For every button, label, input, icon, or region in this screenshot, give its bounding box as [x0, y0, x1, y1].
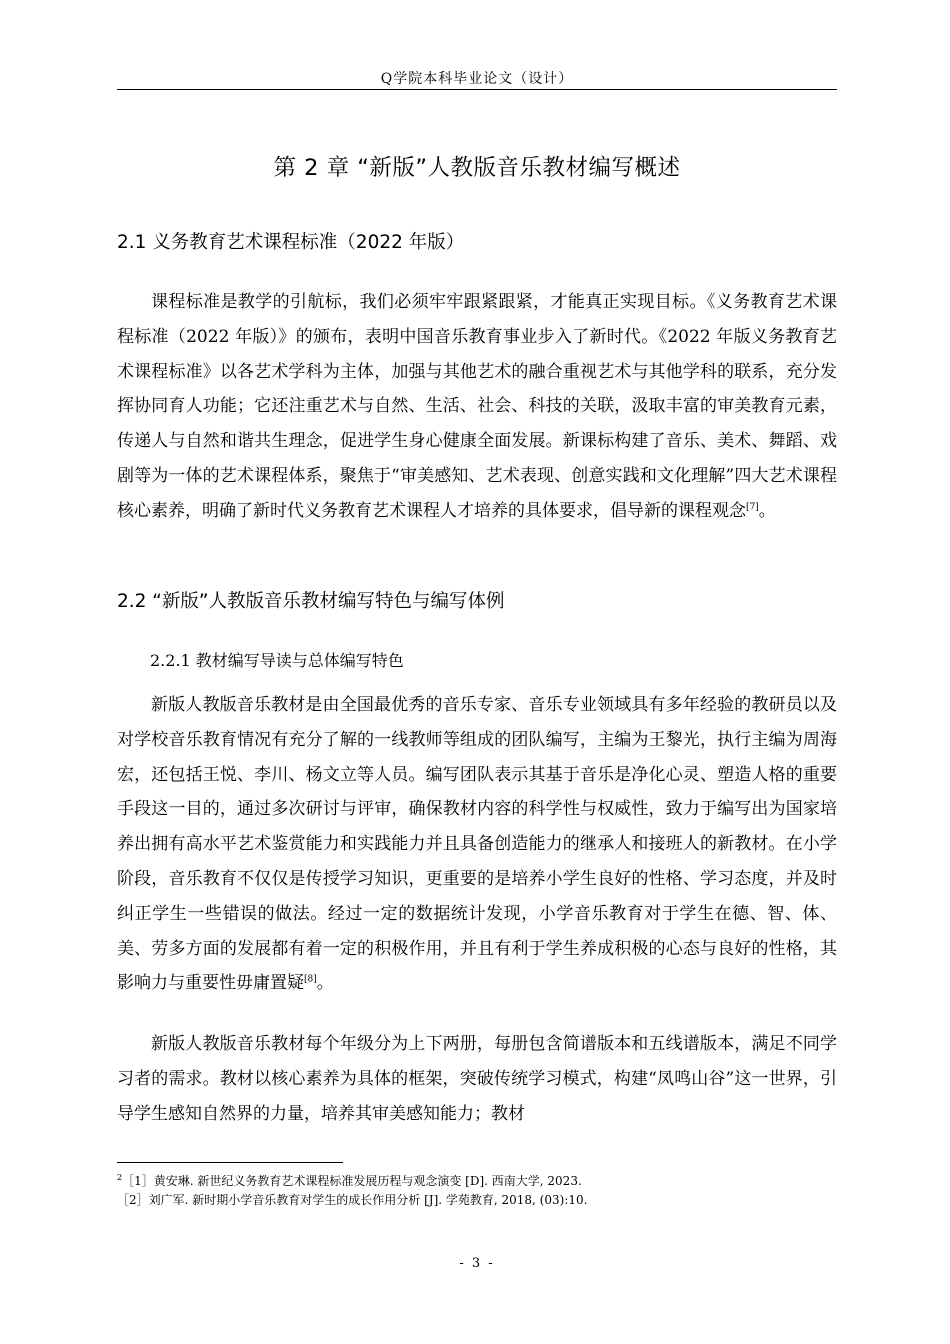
paragraph-text: 课程标准是教学的引航标，我们必须牢牢跟紧跟紧，才能真正实现目标。《义务教育艺术课程标准（2022 年版）》的颁布，表明中国音乐教育事业步入了新时代。《2022 年版义务教育艺术课程标准》以各艺术学科为主体，加强与其他艺术的融合重视艺术与其他学科的联系，充分发挥协同育人功能；它还注重艺术与自然、生活、社会、科技的关联，汲取丰富的审美教育元素，传递人与自然和谐共生理念，促进学生身心健康全面发展。新课标构建了音乐、美术、舞蹈、戏剧等为一体的艺术课程体系，聚焦于“审美感知、艺术表现、创意实践和文化理解”四大艺术课程核心素养，明确了新时代义务教育艺术课程人才培养的具体要求，倡导新的课程观念 [117, 292, 837, 521]
header-rule [117, 89, 837, 90]
citation-8[interactable]: [8] [304, 974, 317, 985]
paragraph-end: 。 [316, 973, 334, 994]
paragraph-text: 新版人教版音乐教材是由全国最优秀的音乐专家、音乐专业领域具有多年经验的教研员以及对学校音乐教育情况有充分了解的一线教师等组成的团队编写，主编为王黎光，执行主编为周海宏，还包括王悦、李川、杨文立等人员。编写团队表示其基于音乐是净化心灵、塑造人格的重要手段这一目的，通过多次研讨与评审，确保教材内容的科学性与权威性，致力于编写出为国家培养出拥有高水平艺术鉴赏能力和实践能力并且具备创造能力的继承人和接班人的新教材。在小学阶段，音乐教育不仅仅是传授学习知识，更重要的是培养小学生良好的性格、学习态度，并及时纠正学生一些错误的做法。经过一定的数据统计发现，小学音乐教育对于学生在德、智、体、美、劳多方面的发展都有着一定的积极作用，并且有利于学生养成积极的心态与良好的性格，其影响力与重要性毋庸置疑 [117, 695, 837, 994]
subsection-title-2-2-1: 2.2.1 教材编写导读与总体编写特色 [150, 651, 404, 670]
citation-7[interactable]: [7] [746, 502, 759, 513]
footnote-item [117, 1191, 837, 1210]
footnote-rule [117, 1162, 343, 1163]
paragraph-curriculum-standard [117, 285, 837, 529]
page-number: - 3 - [459, 1256, 495, 1271]
footnote-text: ［1］黄安琳. 新世纪义务教育艺术课程标准发展历程与观念演变 [D]. 西南大学, 2023. [122, 1174, 582, 1188]
paragraph-textbook-structure: 新版人教版音乐教材每个年级分为上下两册，每册包含简谱版本和五线谱版本，满足不同学习者的需求。教材以核心素养为具体的框架，突破传统学习模式，构建“凤鸣山谷”这一世界，引导学生感知自然界的力量，培养其审美感知能力；教材 [117, 1034, 837, 1124]
footnotes [117, 1168, 837, 1210]
section-title-2-2: 2.2 “新版”人教版音乐教材编写特色与编写体例 [117, 591, 505, 612]
paragraph-end: 。 [758, 500, 776, 521]
running-header: Q学院本科毕业论文（设计） [380, 71, 574, 87]
chapter-title: 第 2 章 “新版”人教版音乐教材编写概述 [273, 155, 681, 181]
footnote-item [117, 1168, 837, 1191]
footnote-text: ［2］刘广军. 新时期小学音乐教育对学生的成长作用分析 [J]. 学苑教育, 2018, (03):10. [117, 1193, 588, 1207]
footnote-marker: 2 [117, 1173, 123, 1182]
paragraph-textbook-team [117, 688, 837, 1001]
section-title-2-1: 2.1 义务教育艺术课程标准（2022 年版） [117, 232, 465, 253]
